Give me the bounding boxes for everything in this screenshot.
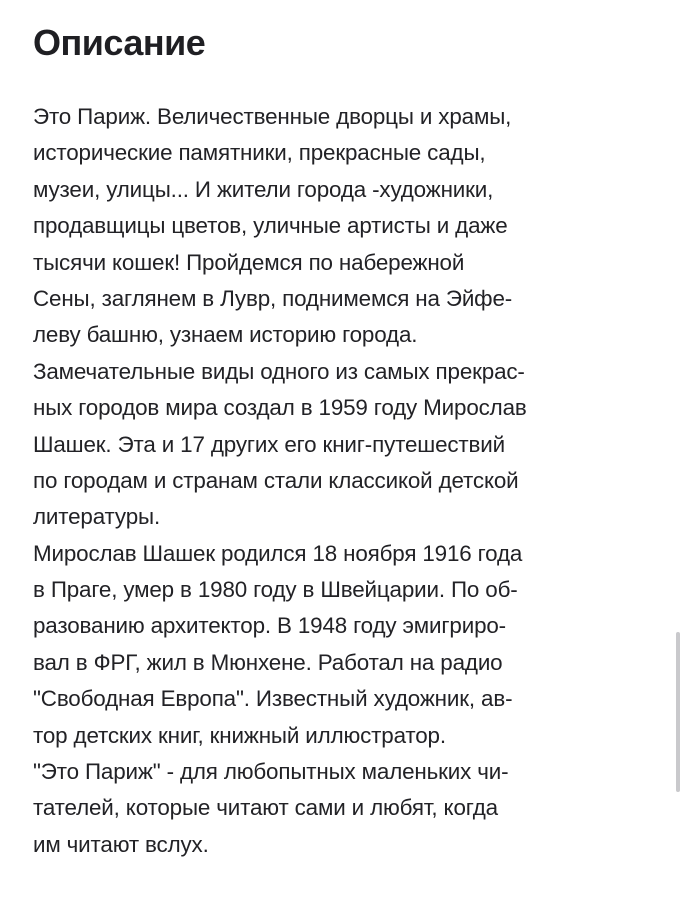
description-line: музеи, улицы... И жители города -художники, bbox=[33, 176, 494, 202]
description-line: Сены, заглянем в Лувр, поднимемся на Эйфе- bbox=[33, 285, 513, 311]
description-line: леву башню, узнаем историю города. bbox=[33, 322, 418, 348]
description-line: Замечательные виды одного из самых прекрас- bbox=[33, 358, 525, 384]
description-line: "Свободная Европа". Известный художник, ав- bbox=[33, 686, 513, 712]
description-line: тысячи кошек! Пройдемся по набережной bbox=[33, 249, 465, 275]
description-line: разованию архитектор. В 1948 году эмигриро- bbox=[33, 613, 506, 639]
description-line: Это Париж. Величественные дворцы и храмы, bbox=[33, 104, 512, 129]
scrollbar[interactable] bbox=[676, 632, 680, 792]
description-line: вал в ФРГ, жил в Мюнхене. Работал на радио bbox=[33, 649, 503, 675]
description-line: им читают вслух. bbox=[33, 831, 209, 857]
description-line: по городам и странам стали классикой детской bbox=[33, 467, 519, 493]
description-line: в Праге, умер в 1980 году в Швейцарии. По об- bbox=[33, 577, 518, 603]
description-line: "Это Париж" - для любопытных маленьких чи- bbox=[33, 759, 509, 785]
description-line: литературы. bbox=[33, 504, 161, 530]
description-line: исторические памятники, прекрасные сады, bbox=[33, 140, 486, 166]
description-line: продавщицы цветов, уличные артисты и даже bbox=[33, 213, 508, 239]
description-text bbox=[33, 99, 673, 863]
description-line: ных городов мира создал в 1959 году Мирослав bbox=[33, 395, 527, 421]
description-line: тателей, которые читают сами и любят, когда bbox=[33, 795, 498, 821]
description-line: Шашек. Эта и 17 других его книг-путешествий bbox=[33, 431, 505, 457]
section-title: Описание bbox=[33, 22, 206, 63]
description-line: Мирослав Шашек родился 18 ноября 1916 года bbox=[33, 540, 523, 566]
description-line: тор детских книг, книжный иллюстратор. bbox=[33, 722, 446, 748]
